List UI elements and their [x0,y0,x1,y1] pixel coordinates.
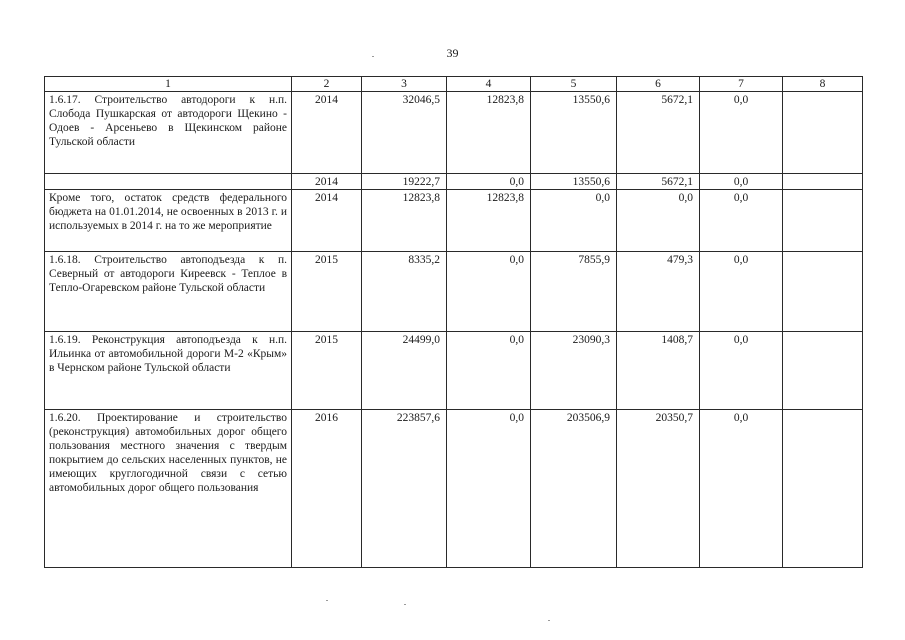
table-row [45,174,863,190]
column-header: 2 [292,77,362,92]
row-description: Кроме того, остаток средств федерального бюджета на 01.01.2014, не освоенных в 2013 г. и используемых в 2014 г. на то же мероприятие [45,190,292,252]
column-header: 8 [783,77,863,92]
row-col8 [783,190,863,252]
row-description [45,174,292,190]
row-total: 8335,2 [362,252,447,332]
row-other: 0,0 [700,174,783,190]
row-description: 1.6.19. Реконструкция автоподъезда к н.п. Ильинка от автомобильной дороги М-2 «Крым» в Чернском районе Тульской области [45,332,292,410]
table-header-row [45,77,863,92]
row-local: 20350,7 [617,410,700,568]
row-regional: 23090,3 [531,332,617,410]
row-description: 1.6.17. Строительство автодороги к н.п. Слобода Пушкарская от автодороги Щекино - Одоев - Арсеньево в Щекинском районе Тульской области [45,92,292,174]
row-local: 5672,1 [617,92,700,174]
row-year: 2014 [292,174,362,190]
scan-speck [404,604,406,605]
row-total: 24499,0 [362,332,447,410]
row-col8 [783,410,863,568]
row-col8 [783,92,863,174]
row-description: 1.6.18. Строительство автоподъезда к п. Северный от автодороги Киреевск - Теплое в Тепло-Огаревском районе Тульской области [45,252,292,332]
row-total: 223857,6 [362,410,447,568]
row-regional: 0,0 [531,190,617,252]
row-year: 2016 [292,410,362,568]
row-year: 2015 [292,332,362,410]
row-year: 2014 [292,190,362,252]
budget-table [44,76,863,568]
row-regional: 7855,9 [531,252,617,332]
row-federal: 0,0 [447,174,531,190]
row-year: 2015 [292,252,362,332]
row-total: 32046,5 [362,92,447,174]
row-year: 2014 [292,92,362,174]
row-federal: 0,0 [447,332,531,410]
row-federal: 0,0 [447,410,531,568]
row-local: 5672,1 [617,174,700,190]
row-regional: 13550,6 [531,174,617,190]
column-header: 3 [362,77,447,92]
row-federal: 12823,8 [447,190,531,252]
scan-speck [548,620,550,621]
row-description: 1.6.20. Проектирование и строительство (реконструкция) автомобильных дорог общего пользования местного значения с твердым покрытием до сельских населенных пунктов, не имеющих круглогодичной связи с сетью автомобильных дорог общего пользования [45,410,292,568]
column-header: 7 [700,77,783,92]
row-other: 0,0 [700,92,783,174]
row-local: 1408,7 [617,332,700,410]
row-local: 479,3 [617,252,700,332]
row-other: 0,0 [700,190,783,252]
row-total: 19222,7 [362,174,447,190]
page-number: 39 [446,46,459,60]
column-header: 4 [447,77,531,92]
row-other: 0,0 [700,410,783,568]
row-col8 [783,332,863,410]
row-other: 0,0 [700,252,783,332]
table-row [45,252,863,332]
row-col8 [783,174,863,190]
column-header: 1 [45,77,292,92]
row-other: 0,0 [700,332,783,410]
row-regional: 203506,9 [531,410,617,568]
row-regional: 13550,6 [531,92,617,174]
column-header: 5 [531,77,617,92]
row-federal: 0,0 [447,252,531,332]
table-row [45,190,863,252]
row-federal: 12823,8 [447,92,531,174]
row-local: 0,0 [617,190,700,252]
scan-speck [326,600,328,601]
table-row [45,332,863,410]
scan-speck [372,56,374,57]
row-col8 [783,252,863,332]
table-row [45,92,863,174]
column-header: 6 [617,77,700,92]
row-total: 12823,8 [362,190,447,252]
table-row [45,410,863,568]
